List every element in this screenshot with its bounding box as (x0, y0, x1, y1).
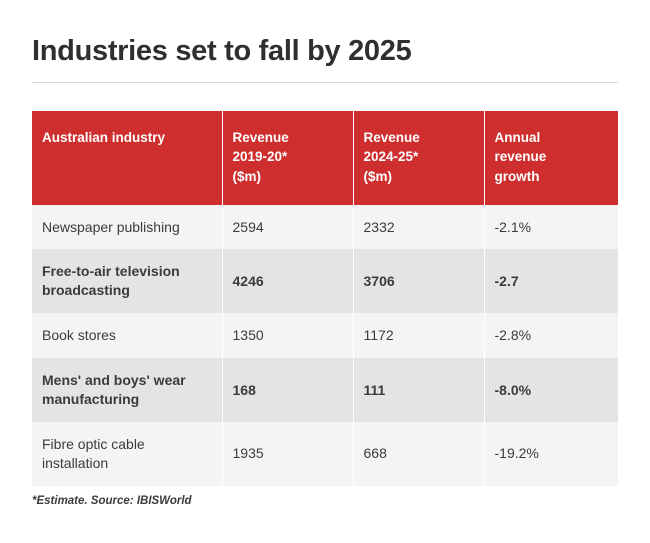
cell-revenue-2024-25: 1172 (353, 313, 484, 358)
column-header-revenue-2019-20 (222, 111, 353, 205)
cell-industry: Mens' and boys' wear manufacturing (32, 358, 222, 422)
cell-industry: Free-to-air television broadcasting (32, 249, 222, 313)
column-header-revenue-2024-25-line-2: 2024-25* (363, 149, 419, 165)
cell-annual-revenue-growth: -2.1% (484, 205, 618, 250)
table-row (32, 205, 618, 250)
column-header-growth-line-3: growth (494, 169, 540, 185)
table-row (32, 313, 618, 358)
column-header-revenue-2024-25-line-3: ($m) (363, 169, 393, 185)
cell-revenue-2019-20: 1935 (222, 422, 353, 486)
cell-revenue-2024-25: 3706 (353, 249, 484, 313)
page-title: Industries set to fall by 2025 (32, 35, 412, 67)
column-header-growth-line-1: Annual (494, 129, 541, 145)
column-header-revenue-2024-25-line-1: Revenue (363, 129, 420, 145)
column-header-growth-line-2: revenue (494, 149, 547, 165)
table-row (32, 249, 618, 313)
cell-revenue-2019-20: 1350 (222, 313, 353, 358)
cell-revenue-2024-25: 2332 (353, 205, 484, 250)
column-header-revenue-2024-25 (353, 111, 484, 205)
cell-revenue-2019-20: 2594 (222, 205, 353, 250)
cell-annual-revenue-growth: -2.7 (484, 249, 618, 313)
column-header-industry (32, 111, 222, 205)
table-body (32, 205, 618, 486)
cell-annual-revenue-growth: -2.8% (484, 313, 618, 358)
cell-industry: Newspaper publishing (32, 205, 222, 250)
table-header-row (32, 111, 618, 205)
cell-industry: Fibre optic cable installation (32, 422, 222, 486)
column-header-revenue-2019-20-line-1: Revenue (232, 129, 289, 145)
column-header-industry-line-1: Australian industry (42, 129, 166, 145)
column-header-annual-revenue-growth (484, 111, 618, 205)
column-header-revenue-2019-20-line-2: 2019-20* (232, 149, 288, 165)
industries-table (32, 111, 618, 486)
cell-revenue-2019-20: 4246 (222, 249, 353, 313)
table-row (32, 358, 618, 422)
cell-annual-revenue-growth: -19.2% (484, 422, 618, 486)
table-header (32, 111, 618, 205)
source-note: *Estimate. Source: IBISWorld (32, 495, 192, 507)
cell-revenue-2019-20: 168 (222, 358, 353, 422)
cell-revenue-2024-25: 111 (353, 358, 484, 422)
cell-revenue-2024-25: 668 (353, 422, 484, 486)
cell-industry: Book stores (32, 313, 222, 358)
column-header-revenue-2019-20-line-3: ($m) (232, 169, 262, 185)
table-row (32, 422, 618, 486)
title-divider (32, 82, 618, 83)
cell-annual-revenue-growth: -8.0% (484, 358, 618, 422)
